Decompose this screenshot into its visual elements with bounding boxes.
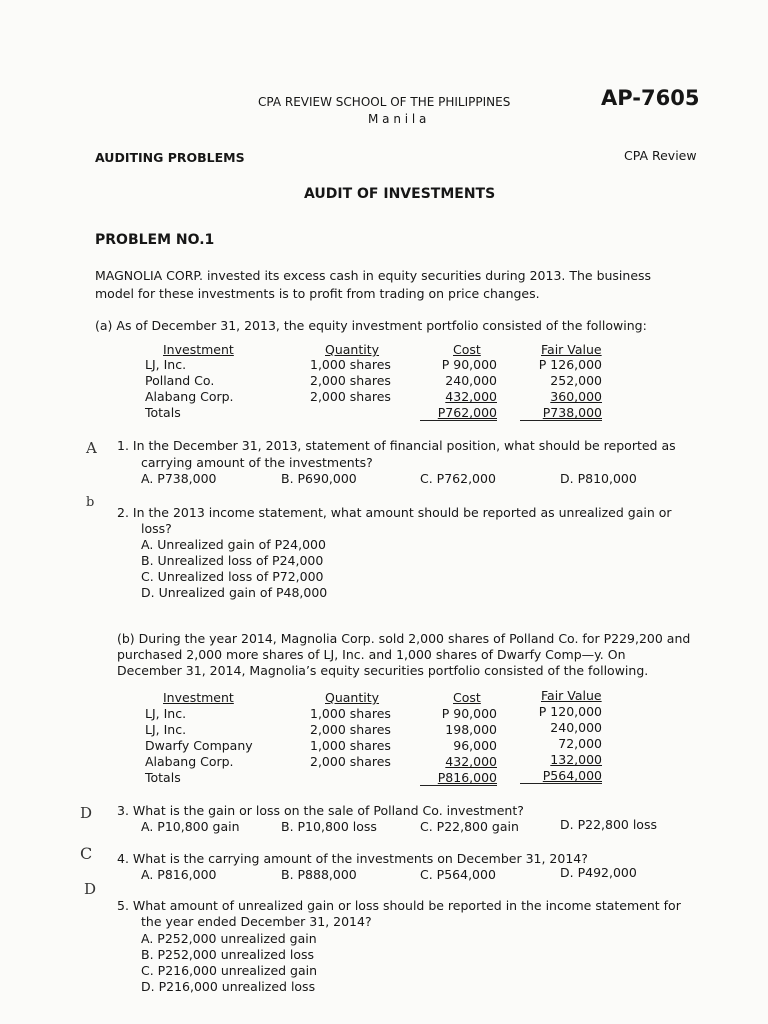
margin-note: D: [84, 880, 97, 898]
intro-line-1: MAGNOLIA CORP. invested its excess cash in equity securities during 2013. The business: [95, 268, 652, 283]
choice-d: D. Unrealized gain of P48,000: [141, 585, 328, 600]
cell-investment: LJ, Inc.: [145, 706, 187, 721]
choice-a: A. P10,800 gain: [141, 819, 240, 834]
question-text: 3. What is the gain or loss on the sale of Polland Co. investment?: [117, 803, 524, 818]
choice-a: A. P816,000: [141, 867, 217, 882]
cell-cost: 432,000: [445, 754, 497, 769]
cell-fair-value: P 126,000: [538, 357, 602, 372]
cell-fair-value: P738,000: [520, 405, 602, 421]
cell-fair-value: P564,000: [520, 768, 602, 784]
choice-d: D. P216,000 unrealized loss: [141, 979, 316, 994]
part-b-line-1: (b) During the year 2014, Magnolia Corp. sold 2,000 shares of Polland Co. for P229,200 and: [117, 631, 691, 646]
choice-a: A. P252,000 unrealized gain: [141, 931, 317, 946]
cell-investment: Alabang Corp.: [145, 754, 234, 769]
margin-note: A: [86, 439, 97, 457]
subject-label: AUDITING PROBLEMS: [95, 150, 245, 165]
cell-quantity: 1,000 shares: [310, 706, 391, 721]
part-b-line-3: December 31, 2014, Magnolia’s equity securities portfolio consisted of the following.: [117, 663, 649, 678]
cell-investment: Totals: [145, 405, 181, 420]
cell-cost: 240,000: [445, 373, 497, 388]
cell-quantity: 2,000 shares: [310, 722, 391, 737]
choice-d: D. P22,800 loss: [560, 817, 657, 832]
col-header-fair-value: Fair Value: [541, 342, 602, 357]
city: M a n i l a: [368, 112, 427, 126]
cell-investment: Dwarfy Company: [145, 738, 253, 753]
choice-c: C. P564,000: [420, 867, 496, 882]
school-name: CPA REVIEW SCHOOL OF THE PHILIPPINES: [258, 95, 511, 109]
cell-quantity: 2,000 shares: [310, 373, 391, 388]
cell-investment: LJ, Inc.: [145, 722, 187, 737]
cell-investment: Alabang Corp.: [145, 389, 234, 404]
cell-investment: LJ, Inc.: [145, 357, 187, 372]
intro-line-2: model for these investments is to profit from trading on price changes.: [95, 286, 540, 301]
question-text-cont: carrying amount of the investments?: [141, 455, 373, 470]
cell-fair-value: 240,000: [550, 720, 602, 735]
choice-b: B. P252,000 unrealized loss: [141, 947, 315, 962]
cell-cost: 198,000: [445, 722, 497, 737]
question-text-cont: loss?: [141, 521, 172, 536]
cell-quantity: 2,000 shares: [310, 754, 391, 769]
document-code: AP-7605: [601, 86, 700, 110]
choice-c: C. P22,800 gain: [420, 819, 519, 834]
cell-quantity: 1,000 shares: [310, 357, 391, 372]
cell-fair-value: 72,000: [558, 736, 602, 751]
cell-cost: P762,000: [420, 405, 497, 421]
choice-c: C. Unrealized loss of P72,000: [141, 569, 324, 584]
choice-b: B. P888,000: [281, 867, 357, 882]
margin-note: C: [80, 844, 93, 863]
choice-c: C. P762,000: [420, 471, 496, 486]
cell-quantity: 1,000 shares: [310, 738, 391, 753]
question-text: 5. What amount of unrealized gain or loss should be reported in the income statement for: [117, 898, 681, 913]
part-b-line-2: purchased 2,000 more shares of LJ, Inc. and 1,000 shares of Dwarfy Comp—y. On: [117, 647, 626, 662]
question-text-cont: the year ended December 31, 2014?: [141, 914, 372, 929]
cell-fair-value: 360,000: [550, 389, 602, 404]
page-title: AUDIT OF INVESTMENTS: [304, 186, 496, 202]
choice-a: A. P738,000: [141, 471, 217, 486]
col-header-fair-value: Fair Value: [541, 688, 602, 703]
cell-cost: P 90,000: [441, 706, 497, 721]
question-text: 2. In the 2013 income statement, what amount should be reported as unrealized gain or: [117, 505, 672, 520]
problem-heading: PROBLEM NO.1: [95, 232, 215, 248]
choice-d: D. P810,000: [560, 471, 637, 486]
cell-investment: Totals: [145, 770, 181, 785]
col-header-quantity: Quantity: [325, 342, 380, 357]
part-a-text: (a) As of December 31, 2013, the equity investment portfolio consisted of the following:: [95, 318, 647, 333]
choice-a: A. Unrealized gain of P24,000: [141, 537, 326, 552]
margin-note: D: [80, 804, 93, 822]
margin-note: b: [86, 495, 95, 510]
choice-b: B. P10,800 loss: [281, 819, 377, 834]
choice-b: B. P690,000: [281, 471, 357, 486]
cell-fair-value: P 120,000: [538, 704, 602, 719]
cell-cost: P816,000: [420, 770, 497, 786]
col-header-quantity: Quantity: [325, 690, 380, 705]
cell-cost: P 90,000: [441, 357, 497, 372]
col-header-cost: Cost: [453, 342, 481, 357]
question-text: 1. In the December 31, 2013, statement of financial position, what should be reported as: [117, 438, 676, 453]
col-header-cost: Cost: [453, 690, 481, 705]
cell-fair-value: 132,000: [550, 752, 602, 767]
choice-d: D. P492,000: [560, 865, 637, 880]
cpa-review-label: CPA Review: [624, 148, 697, 163]
cell-cost: 432,000: [445, 389, 497, 404]
choice-c: C. P216,000 unrealized gain: [141, 963, 318, 978]
col-header-investment: Investment: [163, 690, 234, 705]
question-text: 4. What is the carrying amount of the investments on December 31, 2014?: [117, 851, 588, 866]
cell-cost: 96,000: [453, 738, 497, 753]
cell-fair-value: 252,000: [550, 373, 602, 388]
col-header-investment: Investment: [163, 342, 234, 357]
choice-b: B. Unrealized loss of P24,000: [141, 553, 324, 568]
cell-quantity: 2,000 shares: [310, 389, 391, 404]
cell-investment: Polland Co.: [145, 373, 215, 388]
